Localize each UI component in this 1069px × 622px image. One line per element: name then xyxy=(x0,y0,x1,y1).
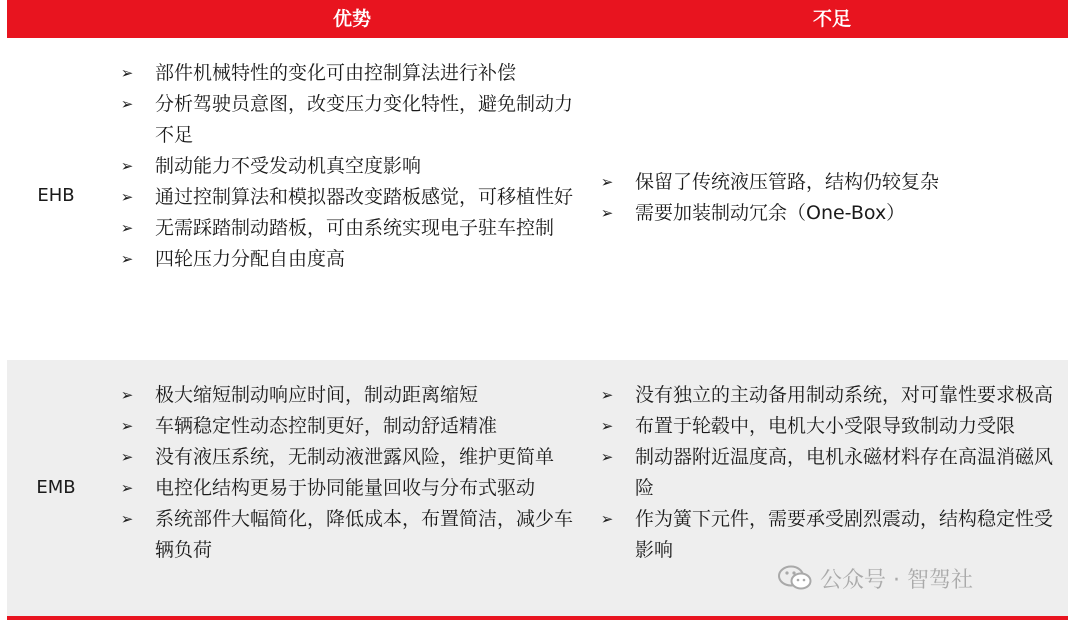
wechat-icon xyxy=(778,565,812,591)
list-item: ➢ 保留了传统液压管路，结构仍较复杂 xyxy=(592,167,1062,198)
bullet-arrow-icon: ➢ xyxy=(600,386,614,404)
list-item: ➢ 车辆稳定性动态控制更好，制动舒适精准 xyxy=(112,411,582,442)
bullet-arrow-icon: ➢ xyxy=(600,173,614,191)
bullet-arrow-icon: ➢ xyxy=(120,417,134,435)
list-item: ➢ 制动器附近温度高，电机永磁材料存在高温消磁风险 xyxy=(592,442,1062,504)
bullet-arrow-icon: ➢ xyxy=(120,448,134,466)
list-item: ➢ 没有液压系统，无制动液泄露风险，维护更简单 xyxy=(112,442,582,473)
emb-advantages-list xyxy=(112,380,582,566)
list-item: ➢ 制动能力不受发动机真空度影响 xyxy=(112,151,582,182)
list-item: ➢ 无需踩踏制动踏板，可由系统实现电子驻车控制 xyxy=(112,213,582,244)
table-bottom-border xyxy=(7,616,1068,620)
bullet-arrow-icon: ➢ xyxy=(120,219,134,237)
ehb-disadvantages-list xyxy=(592,167,1062,229)
list-item: ➢ 四轮压力分配自由度高 xyxy=(112,244,582,275)
list-item: ➢ 作为簧下元件，需要承受剧烈震动，结构稳定性受影响 xyxy=(592,504,1062,566)
bullet-arrow-icon: ➢ xyxy=(600,204,614,222)
list-item: ➢ 通过控制算法和模拟器改变踏板感觉，可移植性好 xyxy=(112,182,582,213)
bullet-arrow-icon: ➢ xyxy=(120,64,134,82)
bullet-arrow-icon: ➢ xyxy=(120,157,134,175)
ehb-advantages-list xyxy=(112,58,582,275)
bullet-arrow-icon: ➢ xyxy=(120,386,134,404)
list-item: ➢ 分析驾驶员意图，改变压力变化特性，避免制动力不足 xyxy=(112,89,582,151)
table-row-ehb xyxy=(7,38,1068,360)
watermark xyxy=(778,560,973,596)
list-item: ➢ 没有独立的主动备用制动系统，对可靠性要求极高 xyxy=(592,380,1062,411)
list-item: ➢ 部件机械特性的变化可由控制算法进行补偿 xyxy=(112,58,582,89)
bullet-arrow-icon: ➢ xyxy=(120,250,134,268)
bullet-arrow-icon: ➢ xyxy=(120,188,134,206)
list-item: ➢ 电控化结构更易于协同能量回收与分布式驱动 xyxy=(112,473,582,504)
list-item: ➢ 极大缩短制动响应时间，制动距离缩短 xyxy=(112,380,582,411)
header-disadvantages: 不足 xyxy=(812,8,851,30)
bullet-arrow-icon: ➢ xyxy=(120,95,134,113)
bullet-arrow-icon: ➢ xyxy=(600,510,614,528)
header-advantages: 优势 xyxy=(332,8,371,30)
bullet-arrow-icon: ➢ xyxy=(120,510,134,528)
list-item: ➢ 布置于轮毂中，电机大小受限导致制动力受限 xyxy=(592,411,1062,442)
table-header xyxy=(7,0,1068,38)
bullet-arrow-icon: ➢ xyxy=(600,448,614,466)
bullet-arrow-icon: ➢ xyxy=(120,479,134,497)
list-item: ➢ 需要加装制动冗余（One-Box） xyxy=(592,198,1062,229)
row-label-emb: EMB xyxy=(36,477,76,498)
list-item: ➢ 系统部件大幅简化，降低成本，布置简洁，减少车辆负荷 xyxy=(112,504,582,566)
emb-disadvantages-list xyxy=(592,380,1062,566)
row-label-ehb: EHB xyxy=(37,185,75,206)
bullet-arrow-icon: ➢ xyxy=(600,417,614,435)
watermark-text: 公众号 · 智驾社 xyxy=(820,567,973,593)
